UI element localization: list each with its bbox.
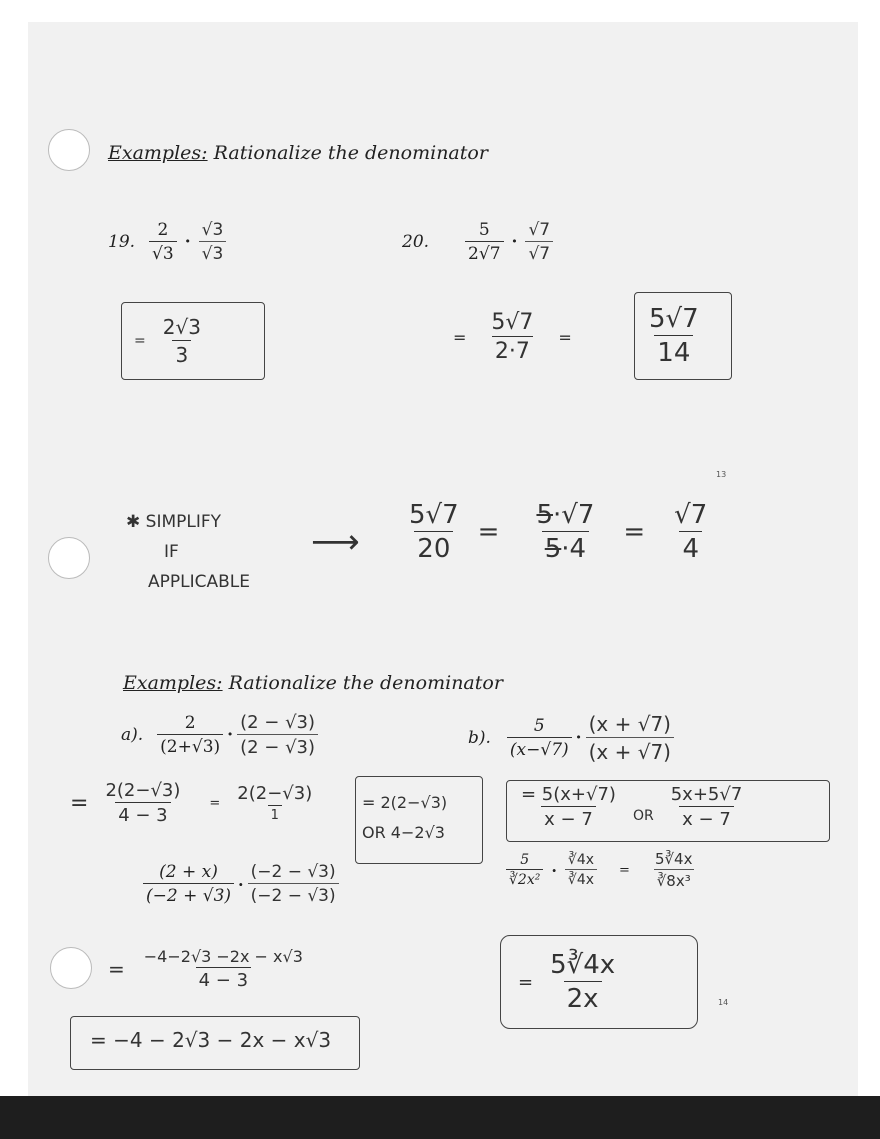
answer-19	[134, 315, 204, 367]
cancelled-factor: 5	[536, 500, 553, 530]
section1-heading	[108, 142, 488, 164]
example-a	[121, 712, 318, 758]
denominator: (−2 + √3)	[143, 883, 234, 906]
step-fraction	[141, 947, 306, 991]
denominator: ∛2x²	[506, 869, 543, 888]
numerator: 5	[533, 716, 545, 736]
numerator: ∛4x	[567, 852, 595, 868]
step-fraction	[652, 850, 696, 890]
answer-a	[362, 788, 447, 848]
or-label: OR	[632, 808, 654, 824]
equals-sign: =	[209, 795, 221, 811]
equals-sign: =	[453, 327, 467, 347]
numerator: 5√7	[649, 304, 699, 334]
simplify-line1: ✱ SIMPLIFY	[126, 512, 222, 532]
example-label: a).	[121, 725, 144, 745]
substitution-example	[143, 862, 339, 906]
simplify-work	[406, 500, 710, 564]
simplify-line3: APPLICABLE	[148, 572, 250, 592]
numerator: √7	[674, 500, 708, 530]
multiplier-fraction	[565, 852, 597, 888]
numerator: 2	[157, 220, 169, 240]
section2-heading	[123, 672, 503, 694]
conjugate-fraction	[237, 712, 318, 758]
denominator: √7	[525, 241, 553, 264]
denominator: x − 7	[541, 806, 596, 830]
equals-sign: =	[623, 517, 646, 547]
substitution-step	[108, 947, 306, 991]
denominator: ∛4x	[565, 869, 597, 888]
binder-hole-bottom	[50, 947, 92, 989]
denominator: (−2 − √3)	[248, 883, 339, 906]
step-a	[70, 780, 315, 826]
numerator	[533, 500, 597, 531]
examples-label: Examples:	[123, 672, 223, 694]
simplify-line2: IF	[164, 542, 179, 562]
equals-sign: =	[558, 327, 572, 347]
step-20	[453, 310, 572, 364]
equals-sign: =	[70, 790, 89, 816]
equals-sign: =	[477, 517, 500, 547]
example-b	[468, 712, 674, 764]
answer-fraction	[160, 315, 204, 367]
scan-bottom-edge	[0, 1096, 880, 1139]
denominator: ∛8x³	[654, 869, 694, 890]
denominator: √3	[149, 241, 177, 264]
conjugate-fraction	[248, 862, 339, 906]
answer-fraction	[646, 304, 702, 368]
example-20	[402, 220, 553, 264]
fraction	[506, 852, 543, 888]
denominator: √3	[199, 241, 227, 264]
answer-a-line1: = 2(2−√3)	[362, 793, 448, 812]
page-number-14: 14	[718, 998, 729, 1007]
step-fraction-2	[234, 783, 315, 823]
denominator: x − 7	[679, 806, 734, 830]
denominator: 4 − 3	[196, 967, 251, 991]
numerator: 2√3	[162, 315, 201, 339]
denominator	[542, 531, 589, 564]
simplify-note	[126, 507, 250, 597]
fraction	[157, 713, 223, 757]
multiply-dot: ·	[184, 232, 191, 252]
heading-text: Rationalize the denominator	[213, 142, 488, 164]
answer-fraction	[518, 784, 619, 830]
numerator: √7	[528, 220, 551, 240]
denominator: 1	[268, 805, 282, 823]
numerator: 5x+5√7	[670, 784, 743, 805]
equals-sign: =	[518, 971, 534, 993]
conjugate-fraction	[586, 712, 674, 764]
simplify-fraction-2	[533, 500, 597, 564]
multiply-dot: ·	[575, 728, 582, 748]
numerator: 5√7	[491, 310, 534, 335]
denominator: (x−√7)	[507, 737, 572, 760]
numerator: = 5(x+√7)	[521, 784, 616, 805]
numerator: 2(2−√3)	[237, 783, 313, 804]
denominator: (x + √7)	[586, 737, 674, 764]
answer-20	[646, 304, 702, 368]
fraction	[143, 862, 234, 906]
multiplier-fraction	[525, 220, 553, 264]
denominator: 2·7	[492, 336, 533, 364]
final-answer	[518, 950, 618, 1014]
binder-hole-top	[48, 129, 90, 171]
numerator: 5	[478, 220, 490, 240]
multiply-dot: ·	[511, 232, 518, 252]
answer-b	[518, 784, 745, 830]
numerator: √3	[201, 220, 224, 240]
step-fraction-1	[102, 780, 183, 826]
equals-sign: =	[108, 957, 125, 981]
numerator: 5∛4x	[654, 850, 693, 868]
arrow-icon: ⟶	[311, 522, 360, 562]
numerator: −4−2√3 −2x − x√3	[143, 947, 303, 966]
example-number: 19.	[108, 232, 136, 252]
denominator: (2+√3)	[157, 734, 223, 757]
numerator-rest: ·√7	[553, 500, 595, 530]
numerator: 5√7	[409, 500, 459, 530]
cube-root-example	[506, 850, 695, 890]
fraction	[507, 716, 572, 760]
numerator: (x + √7)	[588, 712, 671, 736]
denominator: 4	[679, 531, 702, 564]
denominator: 4 − 3	[115, 802, 170, 826]
denominator: 3	[172, 340, 191, 367]
heading-text: Rationalize the denominator	[228, 672, 503, 694]
page-number-13: 13	[716, 470, 727, 479]
examples-label: Examples:	[108, 142, 208, 164]
numerator: 5	[520, 852, 530, 868]
denominator: 20	[414, 531, 453, 564]
denominator: 2x	[564, 981, 602, 1014]
fraction	[465, 220, 503, 264]
multiply-dot: ·	[227, 725, 234, 745]
simplify-fraction-1	[406, 500, 462, 564]
step-fraction	[488, 310, 536, 364]
denominator: 14	[654, 335, 693, 368]
numerator: 2(2−√3)	[105, 780, 181, 801]
example-label: b).	[468, 728, 491, 748]
equals-sign: =	[134, 333, 146, 349]
final-fraction	[547, 950, 618, 1014]
substitution-answer: = −4 − 2√3 − 2x − x√3	[90, 1028, 332, 1052]
binder-hole-middle	[48, 537, 90, 579]
denominator: (2 − √3)	[237, 734, 318, 758]
example-19	[108, 220, 226, 264]
numerator: 5∛4x	[550, 950, 616, 980]
denominator: 2√7	[465, 241, 503, 264]
answer-a-line2: OR 4−2√3	[362, 823, 445, 842]
multiply-dot: ·	[238, 874, 244, 894]
multiply-dot: ·	[551, 860, 557, 880]
numerator: (2 − √3)	[240, 712, 316, 733]
simplify-fraction-3	[671, 500, 710, 564]
denominator-rest: ·4	[561, 534, 587, 564]
equals-sign: =	[619, 862, 630, 878]
cancelled-factor: 5	[544, 534, 562, 564]
numerator: (−2 − √3)	[250, 862, 336, 882]
numerator: (2 + x)	[159, 862, 218, 882]
worksheet-page	[28, 22, 858, 1107]
numerator: 2	[184, 713, 196, 733]
multiplier-fraction	[199, 220, 227, 264]
example-number: 20.	[402, 232, 430, 252]
fraction	[149, 220, 177, 264]
alternate-answer-fraction	[668, 784, 746, 830]
